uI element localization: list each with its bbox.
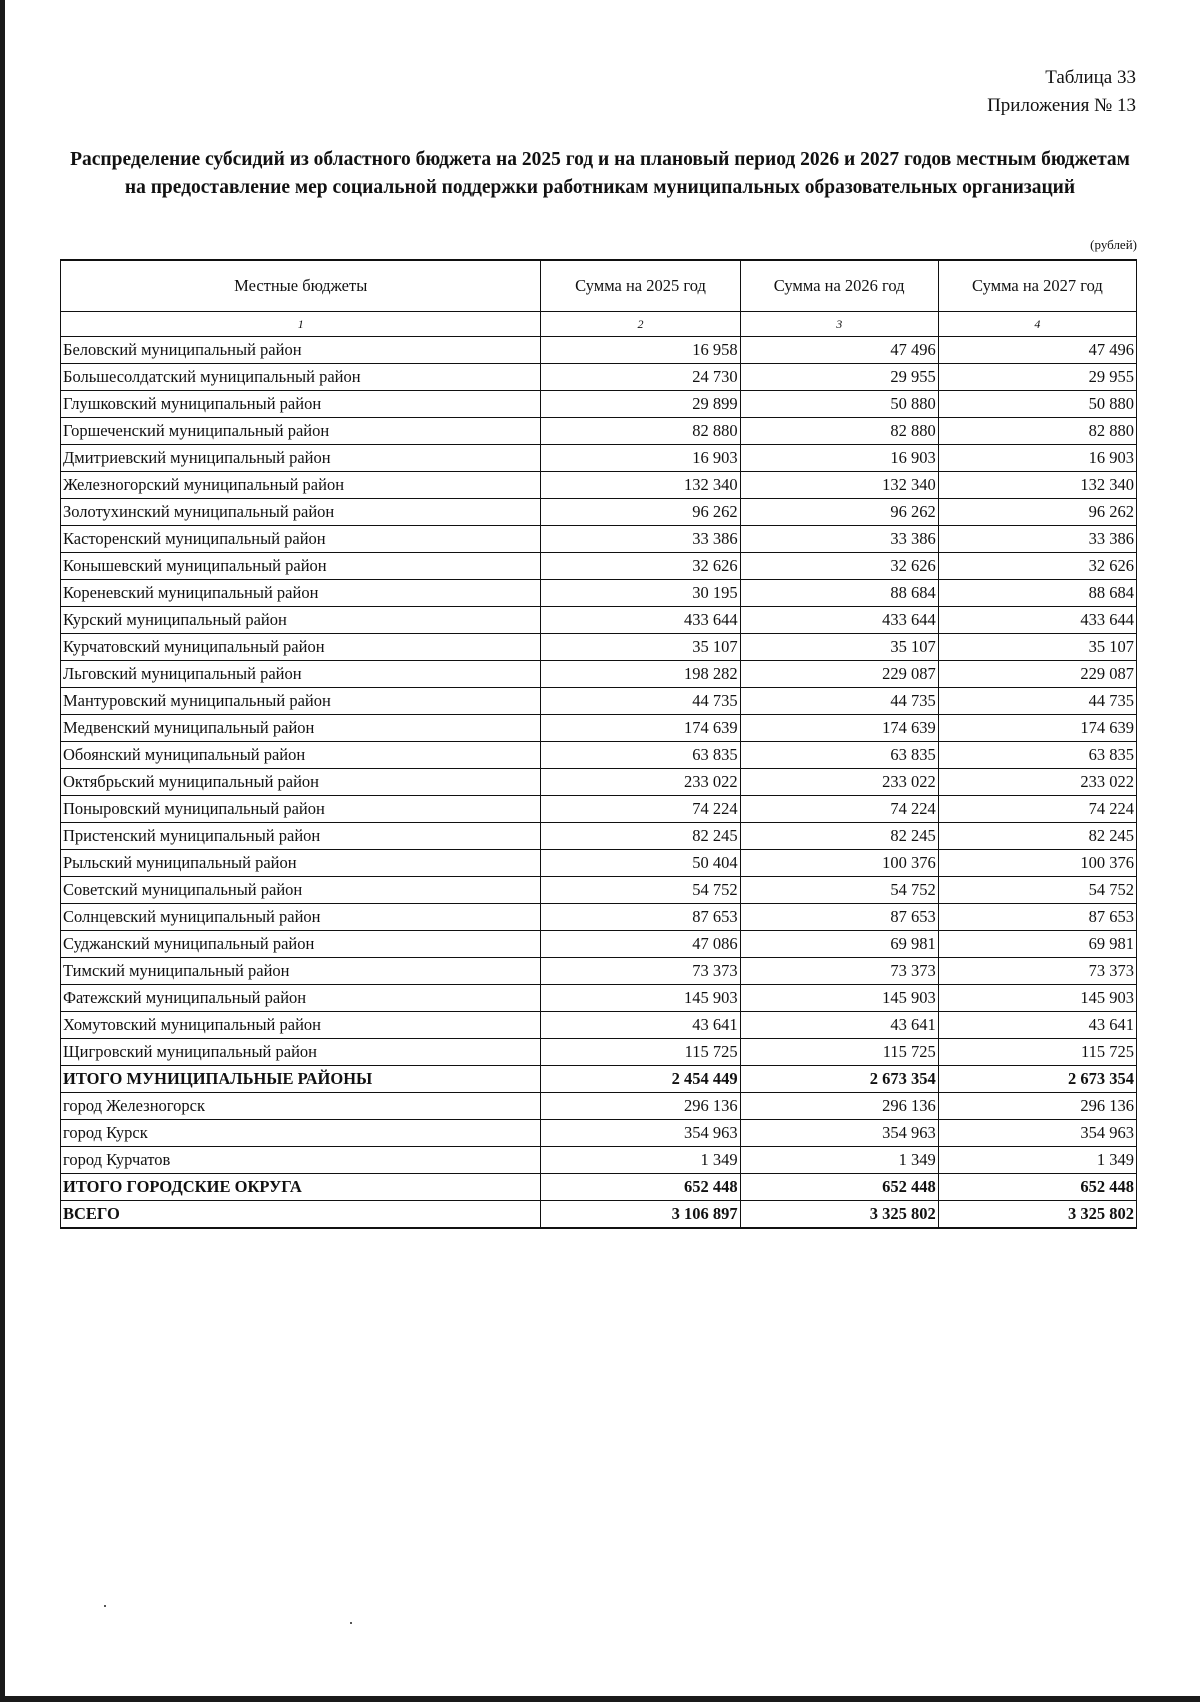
- cell-sum-2027: 96 262: [938, 499, 1136, 526]
- cell-sum-2025: 50 404: [541, 850, 740, 877]
- cell-sum-2027: 47 496: [938, 337, 1136, 364]
- column-header-local-budgets: Местные бюджеты: [61, 260, 541, 312]
- cell-sum-2027: 1 349: [938, 1147, 1136, 1174]
- table-row: [61, 904, 1137, 931]
- table-row: [61, 364, 1137, 391]
- subsidy-table: [60, 259, 1137, 1229]
- cell-sum-2025: 132 340: [541, 472, 740, 499]
- cell-budget-name: Касторенский муниципальный район: [61, 526, 541, 553]
- cell-sum-2026: 50 880: [740, 391, 938, 418]
- table-row: [61, 580, 1137, 607]
- cell-budget-name: город Курск: [61, 1120, 541, 1147]
- cell-sum-2025: 16 903: [541, 445, 740, 472]
- table-row: [61, 1012, 1137, 1039]
- table-total-row: [61, 1174, 1137, 1201]
- cell-budget-name: Тимский муниципальный район: [61, 958, 541, 985]
- cell-sum-2025: 74 224: [541, 796, 740, 823]
- cell-sum-2026: 96 262: [740, 499, 938, 526]
- cell-sum-2025: 54 752: [541, 877, 740, 904]
- table-row: [61, 985, 1137, 1012]
- cell-sum-2025: 82 245: [541, 823, 740, 850]
- cell-sum-2026: 29 955: [740, 364, 938, 391]
- cell-sum-2025: 115 725: [541, 1039, 740, 1066]
- table-row: [61, 931, 1137, 958]
- cell-sum-2025: 47 086: [541, 931, 740, 958]
- cell-sum-2025: 32 626: [541, 553, 740, 580]
- cell-sum-2026: 2 673 354: [740, 1066, 938, 1093]
- cell-budget-name: Конышевский муниципальный район: [61, 553, 541, 580]
- column-number: 3: [740, 312, 938, 337]
- cell-sum-2026: 115 725: [740, 1039, 938, 1066]
- cell-sum-2027: 88 684: [938, 580, 1136, 607]
- table-total-row: [61, 1066, 1137, 1093]
- table-row: [61, 337, 1137, 364]
- cell-budget-name: Пристенский муниципальный район: [61, 823, 541, 850]
- cell-budget-name: Фатежский муниципальный район: [61, 985, 541, 1012]
- cell-sum-2026: 69 981: [740, 931, 938, 958]
- cell-sum-2027: 29 955: [938, 364, 1136, 391]
- table-total-row: [61, 1201, 1137, 1229]
- cell-sum-2026: 132 340: [740, 472, 938, 499]
- table-row: [61, 1147, 1137, 1174]
- cell-sum-2026: 44 735: [740, 688, 938, 715]
- cell-sum-2025: 96 262: [541, 499, 740, 526]
- cell-budget-name: город Железногорск: [61, 1093, 541, 1120]
- cell-sum-2025: 433 644: [541, 607, 740, 634]
- table-header-row: [61, 260, 1137, 312]
- cell-sum-2027: 145 903: [938, 985, 1136, 1012]
- table-row: [61, 877, 1137, 904]
- cell-sum-2025: 2 454 449: [541, 1066, 740, 1093]
- cell-sum-2027: 233 022: [938, 769, 1136, 796]
- cell-sum-2026: 87 653: [740, 904, 938, 931]
- cell-sum-2027: 115 725: [938, 1039, 1136, 1066]
- cell-sum-2027: 33 386: [938, 526, 1136, 553]
- cell-budget-name: Курский муниципальный район: [61, 607, 541, 634]
- cell-sum-2025: 30 195: [541, 580, 740, 607]
- table-row: [61, 1093, 1137, 1120]
- table-row: [61, 661, 1137, 688]
- table-row: [61, 1039, 1137, 1066]
- cell-budget-name: Золотухинский муниципальный район: [61, 499, 541, 526]
- cell-sum-2026: 16 903: [740, 445, 938, 472]
- cell-sum-2026: 47 496: [740, 337, 938, 364]
- cell-sum-2026: 433 644: [740, 607, 938, 634]
- cell-budget-name: Рыльский муниципальный район: [61, 850, 541, 877]
- cell-sum-2027: 433 644: [938, 607, 1136, 634]
- cell-budget-name: Глушковский муниципальный район: [61, 391, 541, 418]
- cell-sum-2025: 296 136: [541, 1093, 740, 1120]
- cell-sum-2027: 50 880: [938, 391, 1136, 418]
- cell-sum-2025: 1 349: [541, 1147, 740, 1174]
- cell-sum-2025: 174 639: [541, 715, 740, 742]
- cell-sum-2025: 198 282: [541, 661, 740, 688]
- cell-budget-name: Льговский муниципальный район: [61, 661, 541, 688]
- scan-speck: [350, 1622, 352, 1624]
- table-row: [61, 418, 1137, 445]
- table-row: [61, 1120, 1137, 1147]
- cell-budget-name: Щигровский муниципальный район: [61, 1039, 541, 1066]
- cell-sum-2026: 63 835: [740, 742, 938, 769]
- cell-budget-name: Суджанский муниципальный район: [61, 931, 541, 958]
- table-row: [61, 958, 1137, 985]
- column-number: 4: [938, 312, 1136, 337]
- table-reference: Таблица 33: [1045, 67, 1136, 88]
- cell-budget-name: Обоянский муниципальный район: [61, 742, 541, 769]
- cell-sum-2027: 54 752: [938, 877, 1136, 904]
- cell-sum-2025: 3 106 897: [541, 1201, 740, 1229]
- cell-sum-2027: 73 373: [938, 958, 1136, 985]
- cell-sum-2026: 652 448: [740, 1174, 938, 1201]
- cell-sum-2025: 145 903: [541, 985, 740, 1012]
- cell-budget-name: ИТОГО ГОРОДСКИЕ ОКРУГА: [61, 1174, 541, 1201]
- cell-sum-2025: 652 448: [541, 1174, 740, 1201]
- cell-sum-2026: 82 245: [740, 823, 938, 850]
- cell-sum-2025: 33 386: [541, 526, 740, 553]
- table-row: [61, 823, 1137, 850]
- cell-sum-2026: 296 136: [740, 1093, 938, 1120]
- cell-sum-2025: 44 735: [541, 688, 740, 715]
- cell-budget-name: Дмитриевский муниципальный район: [61, 445, 541, 472]
- cell-sum-2025: 24 730: [541, 364, 740, 391]
- cell-sum-2025: 82 880: [541, 418, 740, 445]
- cell-sum-2025: 43 641: [541, 1012, 740, 1039]
- cell-budget-name: Большесолдатский муниципальный район: [61, 364, 541, 391]
- cell-sum-2027: 63 835: [938, 742, 1136, 769]
- cell-sum-2026: 233 022: [740, 769, 938, 796]
- table-row: [61, 769, 1137, 796]
- cell-sum-2026: 145 903: [740, 985, 938, 1012]
- cell-sum-2027: 74 224: [938, 796, 1136, 823]
- cell-sum-2027: 82 880: [938, 418, 1136, 445]
- table-row: [61, 634, 1137, 661]
- cell-sum-2025: 63 835: [541, 742, 740, 769]
- cell-sum-2027: 100 376: [938, 850, 1136, 877]
- cell-sum-2026: 54 752: [740, 877, 938, 904]
- cell-sum-2026: 35 107: [740, 634, 938, 661]
- cell-sum-2026: 32 626: [740, 553, 938, 580]
- appendix-reference: Приложения № 13: [987, 95, 1136, 116]
- cell-budget-name: Горшеченский муниципальный район: [61, 418, 541, 445]
- cell-budget-name: Советский муниципальный район: [61, 877, 541, 904]
- table-row: [61, 688, 1137, 715]
- cell-budget-name: ВСЕГО: [61, 1201, 541, 1229]
- cell-sum-2026: 43 641: [740, 1012, 938, 1039]
- cell-budget-name: Курчатовский муниципальный район: [61, 634, 541, 661]
- document-title: Распределение субсидий из областного бюджета на 2025 год и на плановый период 2026 и 2027 годов местным бюджетам на предоставление мер социальной поддержки работникам муниципальных образовательных организаций: [70, 149, 1130, 198]
- cell-sum-2025: 29 899: [541, 391, 740, 418]
- cell-sum-2025: 35 107: [541, 634, 740, 661]
- cell-budget-name: Поныровский муниципальный район: [61, 796, 541, 823]
- cell-sum-2025: 87 653: [541, 904, 740, 931]
- cell-sum-2026: 82 880: [740, 418, 938, 445]
- cell-sum-2025: 233 022: [541, 769, 740, 796]
- table-body: [61, 337, 1137, 1229]
- cell-sum-2026: 1 349: [740, 1147, 938, 1174]
- column-number: 1: [61, 312, 541, 337]
- cell-sum-2027: 35 107: [938, 634, 1136, 661]
- cell-sum-2027: 354 963: [938, 1120, 1136, 1147]
- cell-sum-2025: 73 373: [541, 958, 740, 985]
- cell-sum-2026: 174 639: [740, 715, 938, 742]
- column-header-2026: Сумма на 2026 год: [740, 260, 938, 312]
- table-row: [61, 472, 1137, 499]
- table-row: [61, 607, 1137, 634]
- cell-budget-name: Октябрьский муниципальный район: [61, 769, 541, 796]
- cell-sum-2026: 74 224: [740, 796, 938, 823]
- cell-sum-2027: 69 981: [938, 931, 1136, 958]
- table-row: [61, 553, 1137, 580]
- cell-sum-2027: 32 626: [938, 553, 1136, 580]
- cell-budget-name: Хомутовский муниципальный район: [61, 1012, 541, 1039]
- column-header-2027: Сумма на 2027 год: [938, 260, 1136, 312]
- table-row: [61, 499, 1137, 526]
- table-row: [61, 445, 1137, 472]
- table-row: [61, 391, 1137, 418]
- cell-sum-2027: 2 673 354: [938, 1066, 1136, 1093]
- table-row: [61, 850, 1137, 877]
- cell-sum-2025: 354 963: [541, 1120, 740, 1147]
- table-row: [61, 715, 1137, 742]
- cell-sum-2026: 100 376: [740, 850, 938, 877]
- cell-budget-name: Железногорский муниципальный район: [61, 472, 541, 499]
- cell-budget-name: Солнцевский муниципальный район: [61, 904, 541, 931]
- table-row: [61, 742, 1137, 769]
- cell-budget-name: Мантуровский муниципальный район: [61, 688, 541, 715]
- cell-sum-2027: 44 735: [938, 688, 1136, 715]
- table-row: [61, 526, 1137, 553]
- cell-sum-2026: 73 373: [740, 958, 938, 985]
- cell-budget-name: город Курчатов: [61, 1147, 541, 1174]
- units-note: (рублей): [1090, 237, 1137, 252]
- cell-sum-2026: 3 325 802: [740, 1201, 938, 1229]
- cell-budget-name: Кореневский муниципальный район: [61, 580, 541, 607]
- cell-sum-2027: 652 448: [938, 1174, 1136, 1201]
- cell-sum-2027: 132 340: [938, 472, 1136, 499]
- cell-sum-2027: 3 325 802: [938, 1201, 1136, 1229]
- cell-sum-2027: 16 903: [938, 445, 1136, 472]
- cell-budget-name: ИТОГО МУНИЦИПАЛЬНЫЕ РАЙОНЫ: [61, 1066, 541, 1093]
- cell-budget-name: Медвенский муниципальный район: [61, 715, 541, 742]
- cell-sum-2026: 88 684: [740, 580, 938, 607]
- cell-sum-2027: 296 136: [938, 1093, 1136, 1120]
- column-number-row: [61, 312, 1137, 337]
- table-row: [61, 796, 1137, 823]
- cell-sum-2026: 354 963: [740, 1120, 938, 1147]
- cell-budget-name: Беловский муниципальный район: [61, 337, 541, 364]
- column-header-2025: Сумма на 2025 год: [541, 260, 740, 312]
- cell-sum-2027: 82 245: [938, 823, 1136, 850]
- scan-left-edge: [0, 0, 5, 1702]
- column-number: 2: [541, 312, 740, 337]
- cell-sum-2026: 229 087: [740, 661, 938, 688]
- cell-sum-2026: 33 386: [740, 526, 938, 553]
- scan-speck: [104, 1605, 106, 1607]
- cell-sum-2027: 174 639: [938, 715, 1136, 742]
- cell-sum-2027: 43 641: [938, 1012, 1136, 1039]
- cell-sum-2027: 229 087: [938, 661, 1136, 688]
- scan-bottom-edge: [0, 1696, 1200, 1702]
- cell-sum-2027: 87 653: [938, 904, 1136, 931]
- cell-sum-2025: 16 958: [541, 337, 740, 364]
